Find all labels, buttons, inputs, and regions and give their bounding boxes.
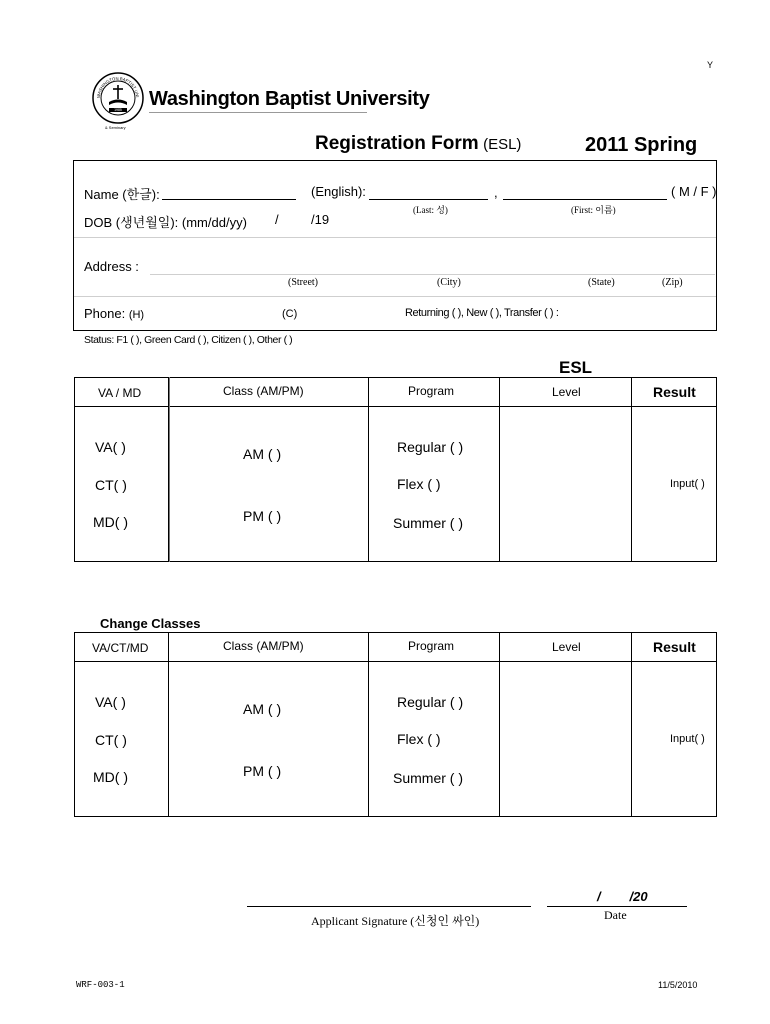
first-name-field[interactable]	[503, 199, 667, 200]
name-english-label: (English):	[311, 184, 366, 199]
university-wordmark: Washington Baptist University	[149, 88, 430, 110]
address-field[interactable]	[150, 274, 715, 275]
status-options[interactable]: Status: F1 ( ), Green Card ( ), Citizen ( ), Other ( )	[84, 334, 293, 346]
col-divider	[169, 377, 170, 562]
location-va-option[interactable]: VA( )	[95, 439, 126, 455]
change-classes-table	[74, 632, 717, 817]
phone-home[interactable]: (H)	[128, 309, 145, 321]
header-level: Level	[552, 640, 581, 654]
gender-selector[interactable]: ( M / F )	[671, 184, 717, 199]
svg-text:1985: 1985	[114, 108, 122, 113]
corner-mark: Y	[707, 60, 714, 70]
zip-hint: (Zip)	[662, 277, 683, 288]
location-md-option[interactable]: MD( )	[93, 769, 128, 785]
last-name-field[interactable]	[369, 199, 488, 200]
program-flex-option[interactable]: Flex ( )	[397, 476, 441, 492]
state-hint: (State)	[588, 277, 615, 288]
name-comma: ,	[494, 185, 498, 200]
date-label: Date	[604, 908, 627, 922]
form-title: Registration Form (ESL)	[315, 133, 522, 154]
col-divider	[631, 377, 632, 562]
last-name-hint: (Last: 성)	[413, 205, 448, 215]
semester-label: 2011 Spring	[585, 134, 698, 156]
col-divider	[168, 632, 169, 817]
program-regular-option[interactable]: Regular ( )	[397, 694, 464, 710]
col-divider	[499, 377, 500, 562]
program-regular-option[interactable]: Regular ( )	[397, 439, 464, 455]
change-classes-heading: Change Classes	[100, 616, 201, 631]
result-input[interactable]: Input( )	[670, 478, 705, 490]
svg-text:WASHINGTON BAPTIST UNIVERSITY: WASHINGTON BAPTIST UNI	[95, 75, 140, 99]
header-class: Class (AM/PM)	[223, 639, 304, 653]
class-pm-option[interactable]: PM ( )	[243, 508, 282, 524]
header-program: Program	[408, 639, 455, 653]
header-program: Program	[408, 384, 455, 398]
esl-table	[74, 377, 717, 562]
first-name-hint: (First: 이름)	[571, 205, 616, 215]
program-summer-option[interactable]: Summer ( )	[393, 770, 463, 786]
date-line[interactable]	[547, 906, 687, 907]
header-class: Class (AM/PM)	[223, 384, 304, 398]
name-korean-field[interactable]	[162, 199, 296, 200]
signature-label: Applicant Signature (신청인 싸인)	[311, 914, 480, 928]
result-input[interactable]: Input( )	[670, 733, 705, 745]
university-seal	[92, 72, 144, 124]
header-result: Result	[653, 384, 696, 400]
seal-caption: & Seminary	[105, 125, 126, 130]
wordmark-rule	[149, 112, 367, 113]
col-divider	[499, 632, 500, 817]
class-pm-option[interactable]: PM ( )	[243, 763, 282, 779]
header-location: VA / MD	[98, 386, 142, 400]
dob-slash[interactable]: /	[275, 212, 279, 227]
header-result: Result	[653, 639, 696, 655]
name-korean-label: Name (한글):	[84, 187, 160, 202]
returning-new-transfer[interactable]: Returning ( ), New ( ), Transfer ( ) :	[405, 307, 559, 319]
location-ct-option[interactable]: CT( )	[95, 477, 127, 493]
esl-heading: ESL	[559, 358, 593, 377]
street-hint: (Street)	[288, 277, 318, 288]
program-flex-option[interactable]: Flex ( )	[397, 731, 441, 747]
class-am-option[interactable]: AM ( )	[243, 701, 282, 717]
phone-cell[interactable]: (C)	[282, 308, 298, 320]
col-divider	[631, 632, 632, 817]
header-level: Level	[552, 385, 581, 399]
col-divider	[368, 632, 369, 817]
location-va-option[interactable]: VA( )	[95, 694, 126, 710]
phone-label	[84, 306, 144, 321]
personal-info-box	[73, 160, 717, 331]
divider	[74, 296, 716, 297]
date-field[interactable]: / /20	[597, 889, 648, 904]
form-code: WRF-003-1	[76, 980, 125, 990]
phone-label-text: Phone:	[84, 306, 126, 321]
address-label: Address :	[84, 259, 139, 274]
dob-label: DOB (생년월일): (mm/dd/yy)	[84, 215, 247, 230]
signature-line[interactable]	[247, 906, 531, 907]
header-location: VA/CT/MD	[92, 641, 149, 655]
col-divider	[368, 377, 369, 562]
table-header-rule	[74, 661, 717, 662]
class-am-option[interactable]: AM ( )	[243, 446, 282, 462]
divider	[74, 237, 716, 238]
dob-year[interactable]: /19	[311, 212, 330, 227]
location-ct-option[interactable]: CT( )	[95, 732, 127, 748]
location-md-option[interactable]: MD( )	[93, 514, 128, 530]
city-hint: (City)	[437, 277, 461, 288]
revision-date: 11/5/2010	[658, 980, 698, 990]
program-summer-option[interactable]: Summer ( )	[393, 515, 463, 531]
table-header-rule	[74, 406, 717, 407]
